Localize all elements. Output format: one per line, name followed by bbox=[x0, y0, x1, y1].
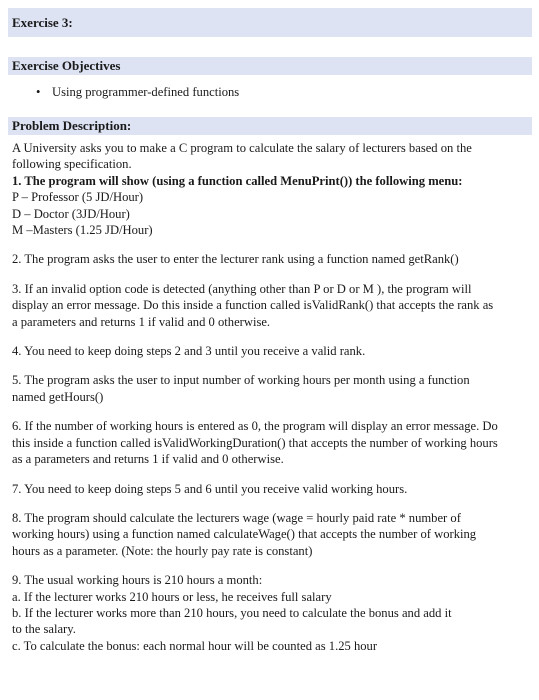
text-line: 8. The program should calculate the lecturers wage (wage = hourly paid rate * number of bbox=[12, 510, 461, 525]
text-line: 9. The usual working hours is 210 hours a month: bbox=[12, 573, 263, 588]
bullet-icon: • bbox=[36, 85, 41, 99]
text-line: following specification. bbox=[12, 157, 132, 172]
problem-description bbox=[12, 140, 530, 667]
step-8 bbox=[12, 510, 530, 559]
menu-option-doctor: D – Doctor (3JD/Hour) bbox=[12, 206, 130, 221]
text-line: 5. The program asks the user to input number of working hours per month using a function bbox=[12, 373, 470, 388]
text-line: 2. The program asks the user to enter the lecturer rank using a function named getRank() bbox=[12, 252, 459, 267]
text-line: a parameters and returns 1 if valid and 0 otherwise. bbox=[12, 314, 271, 329]
text-line: 3. If an invalid option code is detected (anything other than P or D or M ), the program will bbox=[12, 281, 472, 296]
step-2 bbox=[12, 251, 530, 267]
text-line: to the salary. bbox=[12, 622, 76, 637]
step-3 bbox=[12, 281, 530, 330]
step-1: 1. The program will show (using a function called MenuPrint()) the following menu: bbox=[12, 173, 463, 188]
menu-option-masters: M –Masters (1.25 JD/Hour) bbox=[12, 223, 153, 238]
text-line: c. To calculate the bonus: each normal hour will be counted as 1.25 hour bbox=[12, 638, 378, 653]
step-4 bbox=[12, 343, 530, 359]
step-7 bbox=[12, 481, 530, 497]
step-9 bbox=[12, 572, 530, 654]
objective-list-item bbox=[36, 84, 239, 100]
text-line: this inside a function called isValidWorkingDuration() that accepts the number of working hours bbox=[12, 435, 498, 450]
problem-heading: Problem Description: bbox=[8, 117, 532, 135]
menu-option-professor: P – Professor (5 JD/Hour) bbox=[12, 190, 144, 205]
objectives-heading: Exercise Objectives bbox=[8, 57, 532, 75]
text-line: a. If the lecturer works 210 hours or less, he receives full salary bbox=[12, 589, 332, 604]
text-line: working hours) using a function named calculateWage() that accepts the number of working bbox=[12, 527, 477, 542]
text-line: A University asks you to make a C program to calculate the salary of lecturers based on the bbox=[12, 141, 472, 155]
text-line: as a parameters and returns 1 if valid and 0 otherwise. bbox=[12, 452, 284, 467]
text-line: named getHours() bbox=[12, 389, 104, 404]
objective-text: Using programmer-defined functions bbox=[52, 85, 240, 99]
step-6 bbox=[12, 418, 530, 467]
text-line: 7. You need to keep doing steps 5 and 6 until you receive valid working hours. bbox=[12, 481, 408, 496]
text-line: hours as a parameter. (Note: the hourly pay rate is constant) bbox=[12, 543, 313, 558]
step-5 bbox=[12, 372, 530, 405]
text-line: display an error message. Do this inside a function called isValidRank() that accepts the rank as bbox=[12, 298, 494, 313]
exercise-title: Exercise 3: bbox=[8, 8, 532, 37]
text-line: b. If the lecturer works more than 210 hours, you need to calculate the bonus and add it bbox=[12, 605, 452, 620]
text-line: 6. If the number of working hours is entered as 0, the program will display an error message. Do bbox=[12, 419, 498, 434]
text-line: 4. You need to keep doing steps 2 and 3 until you receive a valid rank. bbox=[12, 344, 366, 359]
intro-block bbox=[12, 140, 530, 238]
